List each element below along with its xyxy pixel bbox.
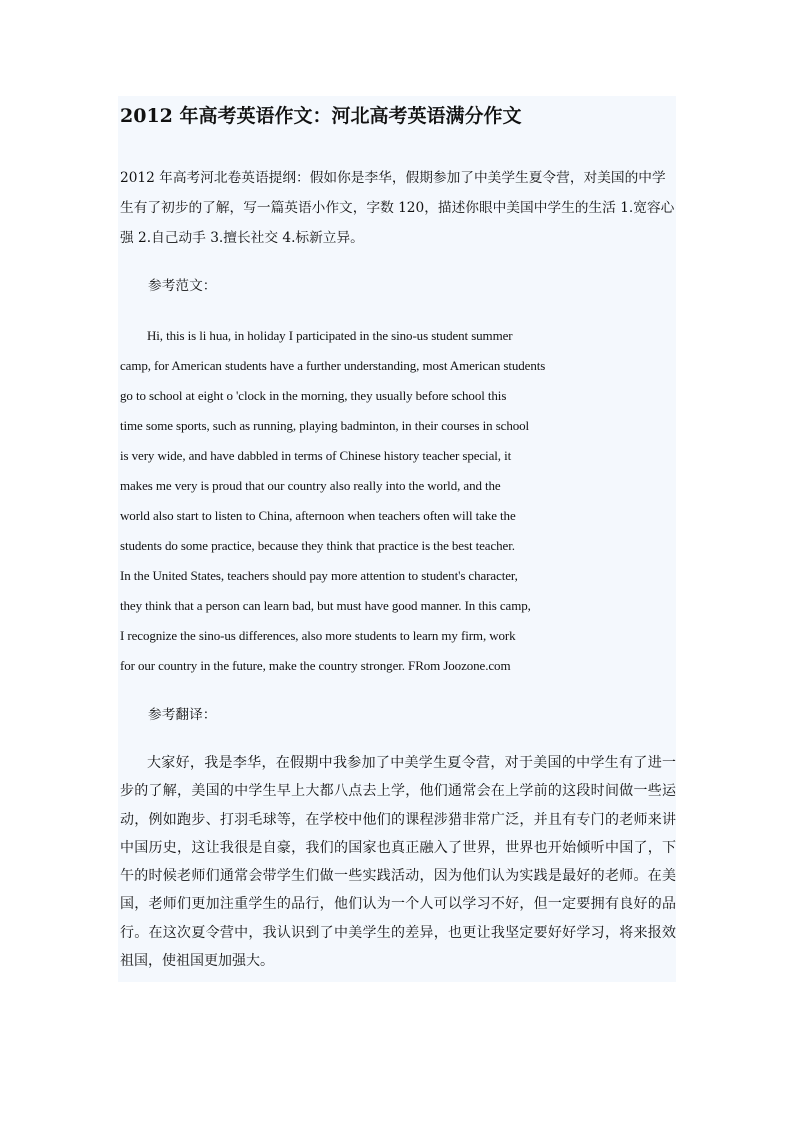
essay-line: world also start to listen to China, afternoon when teachers often will take the (120, 508, 516, 523)
essay-prompt: 2012 年高考河北卷英语提纲：假如你是李华，假期参加了中美学生夏令营，对美国的中学生有了初步的了解，写一篇英语小作文，字数 120，描述你眼中美国中学生的生活 1.宽容心强 2.自己动手 3.擅长社交 4.标新立异。 (120, 170, 675, 246)
essay-line: Hi, this is li hua, in holiday I participated in the sino-us student summer (147, 328, 513, 343)
essay-line: students do some practice, because they think that practice is the best teacher. (120, 538, 515, 553)
essay-line: makes me very is proud that our country also really into the world, and the (120, 478, 501, 493)
sample-essay-label: 参考范文： (148, 278, 217, 294)
translation-label: 参考翻译： (148, 707, 217, 723)
essay-line: for our country in the future, make the country stronger. FRom Joozone.com (120, 658, 511, 673)
essay-line: camp, for American students have a further understanding, most American students (120, 358, 546, 373)
article-title: 2012 年高考英语作文：河北高考英语满分作文 (120, 105, 522, 127)
essay-line: is very wide, and have dabbled in terms of Chinese history teacher special, it (120, 448, 512, 463)
essay-line: they think that a person can learn bad, but must have good manner. In this camp, (120, 598, 531, 613)
essay-line: time some sports, such as running, playing badminton, in their courses in school (120, 418, 530, 433)
sample-essay (120, 322, 676, 682)
translation-text: 大家好，我是李华，在假期中我参加了中美学生夏令营，对于美国的中学生有了进一步的了解，美国的中学生早上大都八点去上学，他们通常会在上学前的这段时间做一些运动，例如跑步、打羽毛球等，在学校中他们的课程涉猎非常广泛，并且有专门的老师来讲中国历史，这让我很是自豪，我们的国家也真正融入了世界，世界也开始倾听中国了，下午的时候老师们通常会带学生们做一些实践活动，因为他们认为实践是最好的老师。在美国，老师们更加注重学生的品行，他们认为一个人可以学习不好，但一定要拥有良好的品行。在这次夏令营中，我认识到了中美学生的差异，也更让我坚定要好好学习，将来报效祖国，使祖国更加强大。 (120, 755, 676, 970)
essay-line: In the United States, teachers should pay more attention to student's character, (120, 568, 518, 583)
essay-line: go to school at eight o 'clock in the morning, they usually before school this (120, 388, 507, 403)
essay-line: I recognize the sino-us differences, also more students to learn my firm, work (120, 628, 516, 643)
